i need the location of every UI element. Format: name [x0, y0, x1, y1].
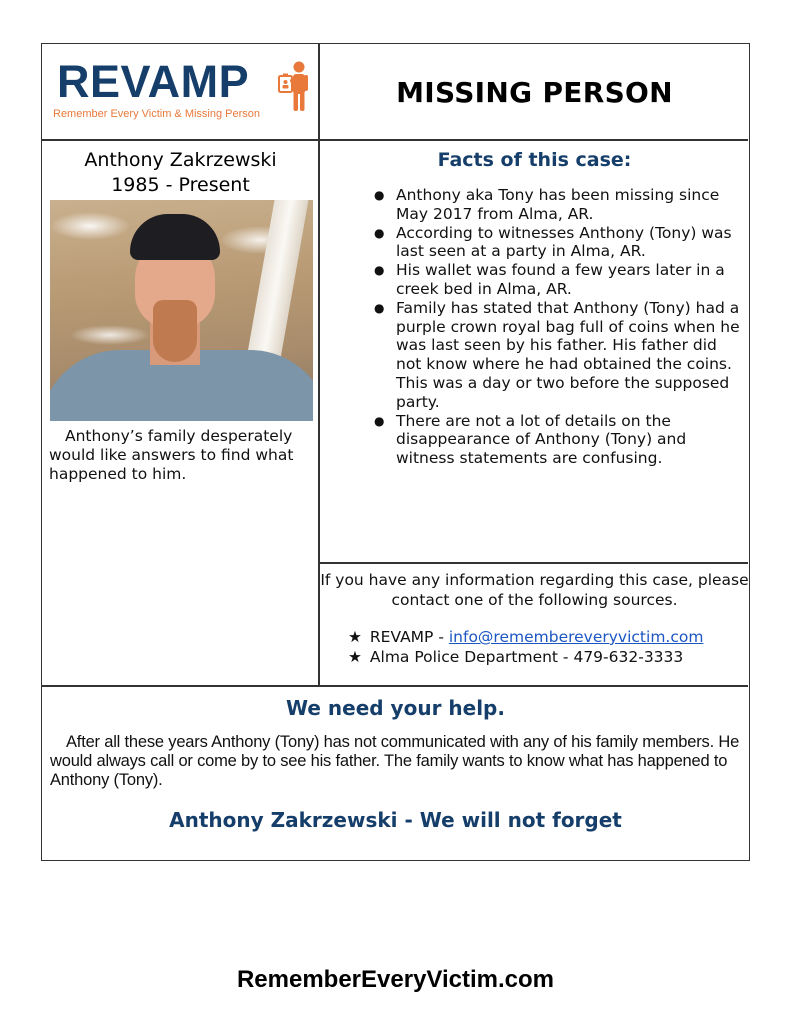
bullet-icon: ●: [374, 413, 385, 428]
missing-person-flyer: [41, 43, 750, 861]
page-title: MISSING PERSON: [396, 75, 673, 109]
logo-tagline: Remember Every Victim & Missing Person: [53, 108, 261, 120]
appeal-panel: [42, 687, 749, 860]
bullet-icon: ●: [374, 188, 385, 202]
photo-caption: Anthony’s family desperately would like answers to find what happened to him.: [49, 427, 294, 483]
person-dates: 1985 - Present: [111, 174, 250, 196]
fact-item: ● His wallet was found a few years later in a creek bed in Alma, AR.: [374, 261, 725, 298]
appeal-title: We need your help.: [286, 696, 505, 720]
contact-police: ★ Alma Police Department - 479-632-3333: [348, 647, 684, 666]
fact-item: ● There are not a lot of details on the disappearance of Anthony (Tony) and witness statements are confusing.: [374, 411, 687, 468]
person-with-id-badge-icon: [274, 61, 314, 113]
star-icon: ★: [348, 628, 362, 646]
footer-site: RememberEveryVictim.com: [236, 966, 555, 993]
bullet-icon: ●: [374, 300, 385, 315]
person-panel: [42, 141, 319, 686]
fact-item: ● Anthony aka Tony has been missing since May 2017 from Alma, AR.: [374, 186, 720, 223]
person-photo: [50, 200, 313, 421]
appeal-closing: Anthony Zakrzewski - We will not forget: [169, 808, 622, 832]
fact-item: ● Family has stated that Anthony (Tony) had a purple crown royal bag full of coins when he was last seen by his father. His father did not know where he had obtained the coins. This was a day or two before the supposed party.: [374, 298, 740, 411]
appeal-body: After all these years Anthony (Tony) has not communicated with any of his family members. He would always call or come by to see his father. The family wants to know what has happened to Anthony (Tony).: [50, 733, 740, 789]
contact-revamp: ★ REVAMP - info@remembereveryvictim.com: [348, 628, 704, 646]
logo-wordmark: REVAMP: [57, 56, 250, 107]
star-icon: ★: [348, 647, 362, 666]
contact-intro: If you have any information regarding this case, please contact one of the following sources.: [320, 571, 749, 609]
bullet-icon: ●: [374, 263, 385, 278]
contact-list: [320, 628, 749, 667]
email-link[interactable]: info@remembereveryvictim.com: [448, 628, 704, 646]
facts-panel: [320, 141, 749, 563]
person-name: Anthony Zakrzewski: [84, 149, 277, 171]
revamp-logo: [42, 44, 319, 140]
fact-item: ● According to witnesses Anthony (Tony) was last seen at a party in Alma, AR.: [374, 223, 732, 261]
contact-panel: [320, 564, 749, 686]
bullet-icon: ●: [374, 225, 385, 240]
facts-title: Facts of this case:: [437, 149, 632, 171]
facts-list: [320, 186, 749, 468]
title-cell: [320, 44, 749, 140]
